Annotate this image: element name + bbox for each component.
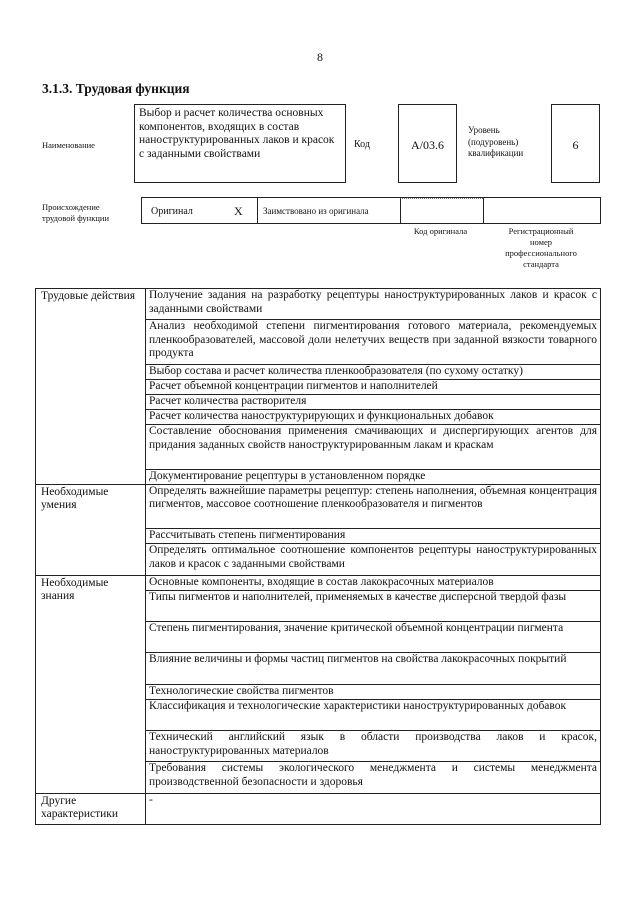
borrowed-label: Заимствовано из оригинала — [263, 206, 369, 216]
item-cell: Документирование рецептуры в установленном порядке — [146, 469, 601, 484]
origin-row — [141, 197, 601, 224]
original-label: Оригинал — [151, 206, 193, 217]
item-cell: Типы пигментов и наполнителей, применяемых в качестве дисперсной твердой фазы — [146, 590, 601, 621]
item-cell: Анализ необходимой степени пигментирования готового материала, рекомендуемых пленкообразователей, массовой доли нелетучих веществ при заданной вязкости товарного продукта — [146, 320, 601, 364]
item-cell: Определять важнейшие параметры рецептур: степень наполнения, объемная концентрация пигментов, массовое соотношение пленкообразователя и пигментов — [146, 484, 601, 528]
table-row — [36, 793, 601, 824]
section-title: 3.1.3. Трудовая функция — [42, 81, 190, 96]
item-cell: Получение задания на разработку рецептуры наноструктурированных лаков и красок с заданными свойствами — [146, 289, 601, 320]
item-cell: Расчет количества наноструктурирующих и функциональных добавок — [146, 410, 601, 425]
level-value: 6 — [572, 138, 579, 152]
code-box — [398, 104, 457, 183]
item-cell: Классификация и технологические характеристики наноструктурированных добавок — [146, 699, 601, 730]
item-cell: Технологические свойства пигментов — [146, 684, 601, 699]
level-label-line: квалификации — [468, 148, 524, 159]
category-cell: Необходимые умения — [36, 484, 146, 575]
item-cell: Основные компоненты, входящие в состав лакокрасочных материалов — [146, 575, 601, 590]
original-mark: X — [234, 204, 243, 218]
original-cell — [142, 198, 257, 223]
code-label: Код — [354, 139, 370, 150]
original-code-cell — [400, 198, 483, 223]
level-label — [468, 125, 523, 160]
reg-number-caption-line: номер — [529, 237, 553, 248]
origin-label — [42, 202, 109, 224]
function-name-box — [134, 104, 346, 183]
reg-number-caption-line: профессионального — [505, 248, 577, 259]
item-cell: Выбор состава и расчет количества пленкообразователя (по сухому остатку) — [146, 364, 601, 379]
table-row — [36, 575, 601, 590]
item-cell: Рассчитывать степень пигментирования — [146, 529, 601, 544]
item-cell: Степень пигментирования, значение критической объемной концентрации пигмента — [146, 622, 601, 653]
original-code-caption: Код оригинала — [413, 226, 468, 236]
item-cell: - — [146, 793, 601, 824]
name-label: Наименование — [42, 140, 95, 150]
page-number: 8 — [317, 50, 323, 64]
origin-label-line: трудовой функции — [42, 213, 109, 224]
function-table — [35, 288, 601, 825]
reg-number-cell — [483, 198, 601, 223]
category-cell: Необходимые знания — [36, 575, 146, 793]
item-cell: Расчет объемной концентрации пигментов и наполнителей — [146, 379, 601, 394]
item-cell: Расчет количества растворителя — [146, 394, 601, 409]
category-cell: Трудовые действия — [36, 289, 146, 485]
item-cell: Определять оптимальное соотношение компонентов рецептуры наноструктурированных лаков и красок с заданными свойствами — [146, 544, 601, 575]
item-cell: Технический английский язык в области производства лаков и красок, наноструктурированных материалов — [146, 731, 601, 762]
level-label-line: (подуровень) — [468, 136, 519, 147]
code-value: А/03.6 — [411, 138, 444, 152]
category-cell: Другие характеристики — [36, 793, 146, 824]
reg-number-caption — [482, 226, 600, 270]
item-cell: Составление обоснования применения смачивающих и диспергирующих агентов для придания заданных свойств наноструктурированным лакам и краскам — [146, 425, 601, 469]
reg-number-caption-line: стандарта — [523, 259, 559, 270]
table-row — [36, 289, 601, 320]
item-cell: Влияние величины и формы частиц пигментов на свойства лакокрасочных покрытий — [146, 653, 601, 684]
item-cell: Требования системы экологического менеджмента и системы менеджмента производственной безопасности и здоровья — [146, 762, 601, 793]
level-label-line: Уровень — [468, 125, 500, 135]
borrowed-cell — [257, 198, 400, 223]
origin-label-line: Происхождение — [42, 202, 100, 212]
function-name-value: Выбор и расчет количества основных компонентов, входящих в состав наноструктурированных лаков и красок с заданными свойствами — [139, 107, 335, 160]
reg-number-caption-line: Регистрационный — [508, 226, 574, 236]
table-row — [36, 484, 601, 528]
level-box — [551, 104, 600, 183]
